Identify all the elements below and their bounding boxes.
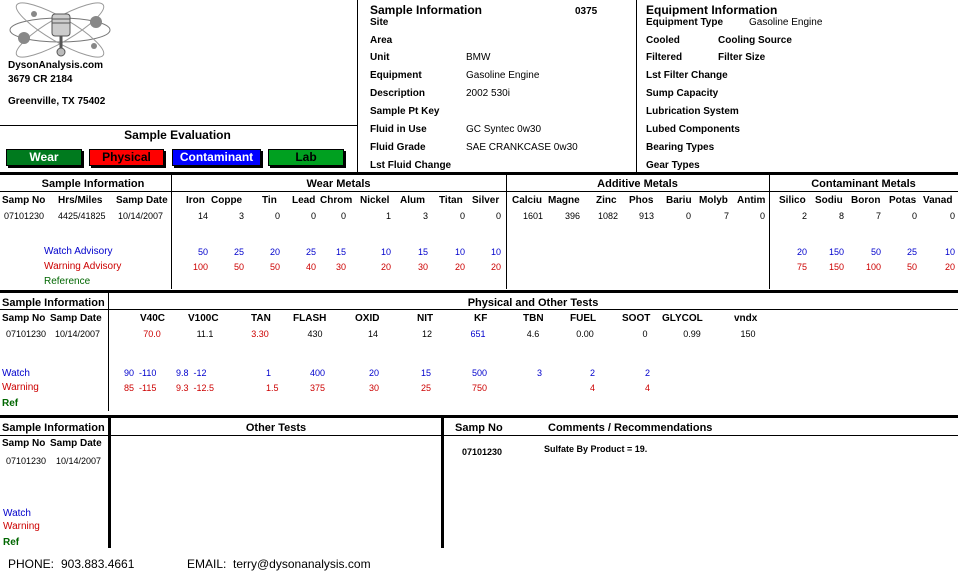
contaminant-metal-warning-limit: 75 [796, 262, 807, 272]
physical-test-value: 0.99 [683, 329, 701, 339]
sample-info-field-label: Sample Pt Key [370, 106, 440, 117]
physical-test-warning-limit: 4 [590, 383, 596, 393]
additive-metals-title: Additive Metals [597, 178, 678, 190]
other-sample-info-header: Sample Information [2, 422, 105, 434]
sample-info-field-value: SAE CRANKCASE 0w30 [466, 142, 578, 153]
metals-sample-info-header: Sample Information [41, 178, 145, 190]
wear-metal-column-header: Chrom [320, 195, 353, 206]
physical-test-value: 12 [421, 329, 432, 339]
wear-metal-column-header: Lead [292, 195, 316, 206]
physical-test-value: 14 [367, 329, 378, 339]
email-link[interactable]: terry@dysonanalysis.com [233, 557, 371, 571]
other-watch-label: Watch [3, 508, 31, 519]
physical-test-watch-limit: 500 [472, 368, 488, 378]
physical-test-warning-limit: 375 [310, 383, 326, 393]
ref-label: Ref [2, 398, 19, 409]
physical-test-value: 0.00 [576, 329, 594, 339]
wear-metal-warning-limit: 50 [269, 262, 280, 272]
contaminant-metal-warning-limit: 150 [828, 262, 844, 272]
contaminant-metal-value: 0 [911, 211, 917, 221]
wear-metal-warning-limit: 100 [192, 262, 208, 272]
wear-metal-watch-limit: 25 [305, 247, 316, 257]
physical-test-watch-limit: 2 [645, 368, 651, 378]
warning-advisory-label: Warning Advisory [44, 261, 122, 272]
physical-test-column-header: FLASH [293, 313, 327, 324]
evaluation-physical-button[interactable]: Physical [89, 149, 164, 166]
contaminant-metal-column-header: Potas [889, 195, 917, 206]
additive-metal-value: 7 [723, 211, 729, 221]
metals-sample-value: 07101230 [4, 211, 45, 221]
physical-test-column-header: KF [474, 313, 488, 324]
physical-test-column-header: FUEL [570, 313, 597, 324]
wear-metal-value: 0 [459, 211, 465, 221]
physical-test-column-header: V40C [140, 313, 166, 324]
physical-test-watch-limit: 3 [537, 368, 543, 378]
physical-test-column-header: GLYCOL [662, 313, 703, 324]
wear-metals-title: Wear Metals [306, 178, 371, 190]
divider [506, 175, 507, 289]
sample-info-field-label: Fluid in Use [370, 124, 427, 135]
contaminant-metal-column-header: Sodiu [815, 195, 843, 206]
physical-test-column-header: NIT [417, 313, 434, 324]
physical-test-watch-limit: 2 [590, 368, 596, 378]
wear-metal-watch-limit: 10 [490, 247, 501, 257]
phone-label: PHONE: [8, 557, 55, 571]
evaluation-lab-button[interactable]: Lab [268, 149, 344, 166]
contaminant-metal-warning-limit: 20 [944, 262, 955, 272]
comments-samp-no-value: 07101230 [462, 447, 503, 457]
sample-info-field-label: Equipment [370, 70, 422, 81]
wear-metal-value: 3 [422, 211, 428, 221]
physical-test-watch-limit: 1 [266, 368, 272, 378]
section-divider [0, 290, 958, 293]
contaminant-metal-watch-limit: 25 [906, 247, 917, 257]
additive-metal-value: 1601 [522, 211, 543, 221]
additive-metal-value: 1082 [597, 211, 618, 221]
watch-advisory-label: Watch Advisory [44, 246, 113, 257]
other-ref-label: Ref [3, 537, 20, 548]
contaminant-metal-watch-limit: 20 [796, 247, 807, 257]
physical-test-column-header: V100C [188, 313, 219, 324]
wear-metal-watch-limit: 10 [380, 247, 391, 257]
sample-evaluation-title: Sample Evaluation [124, 128, 231, 142]
equipment-field-label: Lst Filter Change [646, 70, 728, 81]
warning-label: Warning [2, 382, 39, 393]
other-samp-date-value: 10/14/2007 [56, 456, 102, 466]
additive-metal-column-header: Phos [629, 195, 654, 206]
physical-test-value: 4.6 [526, 329, 540, 339]
physical-test-value: 651 [470, 329, 486, 339]
wear-metal-column-header: Titan [439, 195, 463, 206]
physical-test-value: 11.1 [196, 329, 214, 339]
wear-metal-watch-limit: 15 [417, 247, 428, 257]
physical-test-warning-limit: 25 [421, 383, 432, 393]
contaminant-metal-warning-limit: 50 [906, 262, 917, 272]
divider [0, 309, 958, 310]
wear-metal-value: 0 [274, 211, 280, 221]
physical-test-watch-limit: 20 [369, 368, 380, 378]
wear-metal-warning-limit: 40 [305, 262, 316, 272]
physical-col-samp-no: Samp No [2, 313, 46, 324]
company-name: DysonAnalysis.com [8, 60, 104, 71]
wear-metal-warning-limit: 30 [335, 262, 346, 272]
physical-test-watch-limit: 400 [310, 368, 326, 378]
sample-info-title: Sample Information [370, 3, 483, 17]
additive-metal-value: 396 [564, 211, 580, 221]
sample-info-field-value: 2002 530i [466, 88, 510, 99]
company-address-line1: 3679 CR 2184 [8, 74, 73, 85]
sample-info-field-label: Site [370, 17, 389, 28]
equipment-info-title: Equipment Information [646, 3, 778, 17]
equipment-field-label: Filtered [646, 52, 683, 63]
physical-test-warning-limit: 9.3 -12.5 [176, 383, 215, 393]
contaminant-metal-value: 0 [949, 211, 955, 221]
additive-metal-column-header: Molyb [699, 195, 728, 206]
equipment-field-value: Gasoline Engine [749, 17, 823, 28]
additive-metal-column-header: Bariu [666, 195, 692, 206]
physical-test-watch-limit: 9.8 -12 [176, 368, 207, 378]
equipment-field-label: Sump Capacity [646, 88, 719, 99]
equipment-field-label: Equipment Type [646, 17, 724, 28]
physical-test-column-header: OXID [355, 313, 380, 324]
physical-sample-info-header: Sample Information [2, 297, 105, 309]
wear-metal-column-header: Nickel [360, 195, 390, 206]
divider [0, 191, 958, 192]
sample-info-field-label: Area [370, 35, 393, 46]
wear-metal-column-header: Iron [186, 195, 205, 206]
physical-col-samp-date: Samp Date [50, 313, 102, 324]
other-samp-no-value: 07101230 [6, 456, 47, 466]
physical-test-watch-limit: 90 -110 [124, 368, 157, 378]
physical-test-value: 3.30 [251, 329, 269, 339]
divider [357, 0, 358, 172]
wear-metal-warning-limit: 20 [490, 262, 501, 272]
additive-metal-value: 913 [638, 211, 654, 221]
contaminant-metal-column-header: Boron [851, 195, 881, 206]
section-divider [0, 415, 958, 418]
wear-metal-warning-limit: 20 [454, 262, 465, 272]
contaminant-metal-warning-limit: 100 [865, 262, 881, 272]
metals-sample-column-header: Hrs/Miles [58, 195, 103, 206]
wear-metal-column-header: Alum [400, 195, 425, 206]
contaminant-metal-value: 8 [838, 211, 844, 221]
sample-info-field-value: GC Syntec 0w30 [466, 124, 542, 135]
atom-piston-logo-icon [4, 2, 116, 58]
other-col-samp-date: Samp Date [50, 438, 102, 449]
other-tests-title: Other Tests [245, 422, 307, 434]
evaluation-wear-button[interactable]: Wear [6, 149, 82, 166]
contaminant-metals-title: Contaminant Metals [811, 178, 916, 190]
phone-value: 903.883.4661 [61, 557, 135, 571]
physical-samp-no-value: 07101230 [6, 329, 47, 339]
physical-test-warning-limit: 750 [472, 383, 488, 393]
metals-sample-value: 10/14/2007 [118, 211, 164, 221]
wear-metal-watch-limit: 10 [454, 247, 465, 257]
sample-info-field-label: Fluid Grade [370, 142, 426, 153]
wear-metal-value: 3 [238, 211, 244, 221]
comments-text: Sulfate By Product = 19. [544, 444, 648, 454]
contaminant-metal-value: 2 [801, 211, 807, 221]
additive-metal-column-header: Calciu [512, 195, 543, 206]
evaluation-contaminant-button[interactable]: Contaminant [172, 149, 261, 166]
equipment-field-label: Lubed Components [646, 124, 740, 135]
other-col-samp-no: Samp No [2, 438, 46, 449]
additive-metal-column-header: Antim [737, 195, 766, 206]
metals-sample-value: 4425/41825 [58, 211, 106, 221]
sample-info-field-label: Description [370, 88, 426, 99]
contaminant-metal-value: 7 [875, 211, 881, 221]
physical-test-column-header: TBN [523, 313, 544, 324]
physical-test-column-header: SOOT [622, 313, 651, 324]
metals-sample-column-header: Samp No [2, 195, 46, 206]
comments-samp-no-header: Samp No [455, 422, 503, 434]
wear-metal-value: 14 [197, 211, 208, 221]
wear-metal-column-header: Coppe [211, 195, 243, 206]
divider [0, 435, 958, 436]
sample-number: 0375 [575, 6, 598, 17]
additive-metal-column-header: Zinc [596, 195, 617, 206]
contaminant-metal-column-header: Vanad [923, 195, 953, 206]
additive-metal-value: 0 [759, 211, 765, 221]
wear-metal-watch-limit: 25 [233, 247, 244, 257]
email-label: EMAIL: [187, 557, 227, 571]
equipment-field-value: Filter Size [718, 52, 766, 63]
section-divider [0, 172, 958, 175]
physical-test-warning-limit: 1.5 [266, 383, 279, 393]
equipment-field-label: Lubrication System [646, 106, 739, 117]
physical-test-warning-limit: 85 -115 [124, 383, 157, 393]
metals-sample-column-header: Samp Date [116, 195, 168, 206]
wear-metal-value: 1 [385, 211, 391, 221]
wear-metal-warning-limit: 50 [233, 262, 244, 272]
additive-metal-value: 0 [685, 211, 691, 221]
wear-metal-watch-limit: 15 [335, 247, 346, 257]
physical-test-watch-limit: 15 [421, 368, 432, 378]
contaminant-metal-column-header: Silico [779, 195, 806, 206]
wear-metal-value: 0 [340, 211, 346, 221]
wear-metal-value: 0 [310, 211, 316, 221]
equipment-field-label: Gear Types [646, 160, 700, 171]
watch-label: Watch [2, 368, 30, 379]
sample-info-field-value: BMW [466, 52, 491, 63]
sample-info-field-label: Lst Fluid Change [370, 160, 452, 171]
company-address-line2: Greenville, TX 75402 [8, 96, 106, 107]
divider [636, 0, 637, 172]
reference-label: Reference [44, 276, 91, 287]
equipment-field-label: Bearing Types [646, 142, 715, 153]
physical-test-column-header: vndx [734, 313, 758, 324]
contaminant-metal-watch-limit: 50 [870, 247, 881, 257]
wear-metal-warning-limit: 30 [417, 262, 428, 272]
contaminant-metal-watch-limit: 10 [944, 247, 955, 257]
physical-test-value: 150 [740, 329, 756, 339]
contaminant-metal-watch-limit: 150 [828, 247, 844, 257]
wear-metal-watch-limit: 20 [269, 247, 280, 257]
sample-info-field-value: Gasoline Engine [466, 70, 540, 81]
wear-metal-warning-limit: 20 [380, 262, 391, 272]
physical-test-value: 70.0 [143, 329, 161, 339]
physical-test-value: 430 [307, 329, 323, 339]
additive-metal-column-header: Magne [548, 195, 580, 206]
physical-samp-date-value: 10/14/2007 [55, 329, 101, 339]
wear-metal-watch-limit: 50 [197, 247, 208, 257]
wear-metal-column-header: Silver [472, 195, 500, 206]
physical-test-warning-limit: 30 [369, 383, 380, 393]
logo [4, 2, 116, 58]
divider [0, 125, 357, 126]
divider [108, 293, 109, 411]
equipment-field-value: Cooling Source [718, 35, 792, 46]
comments-title: Comments / Recommendations [548, 422, 713, 434]
other-warning-label: Warning [3, 521, 40, 532]
wear-metal-column-header: Tin [262, 195, 277, 206]
physical-test-column-header: TAN [251, 313, 271, 324]
physical-test-warning-limit: 4 [645, 383, 651, 393]
sample-info-field-label: Unit [370, 52, 390, 63]
equipment-field-label: Cooled [646, 35, 680, 46]
divider [441, 418, 444, 548]
wear-metal-value: 0 [495, 211, 501, 221]
physical-test-value: 0 [642, 329, 648, 339]
physical-tests-title: Physical and Other Tests [467, 297, 599, 309]
divider [108, 418, 111, 548]
